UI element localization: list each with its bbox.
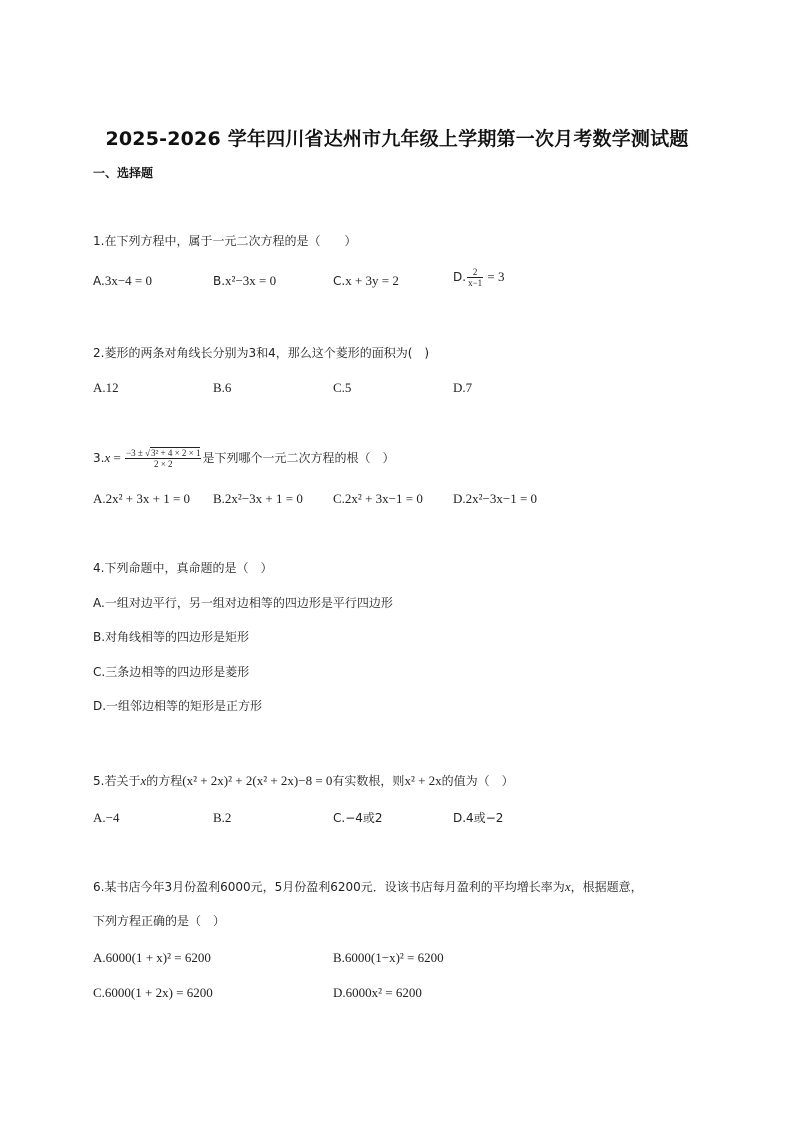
question-3-option-a: A.2x² + 3x + 1 = 0 — [93, 491, 191, 506]
question-3-stem — [93, 448, 395, 469]
question-1-option-b — [213, 273, 276, 289]
question-5-stem — [93, 773, 514, 789]
numerator-prefix: −3 ± — [126, 448, 146, 458]
question-4-option-b: B.对角线相等的四边形是矩形 — [93, 630, 250, 644]
option-expression: 3x−4 = 0 — [104, 273, 152, 288]
quadratic-formula-fraction — [125, 448, 201, 469]
question-4-option-a: A.一组对边平行，另一组对边相等的四边形是平行四边形 — [93, 596, 393, 610]
question-1-option-a — [93, 273, 152, 289]
expression: x² + 2x — [404, 773, 442, 788]
option-letter: C. — [333, 274, 346, 288]
variable: x — [140, 773, 147, 788]
question-6-stem-line-1 — [93, 879, 643, 895]
question-4-option-c: C.三条边相等的四边形是菱形 — [93, 665, 250, 679]
question-4-stem: 4.下列命题中，真命题的是（ ） — [93, 561, 273, 575]
question-6-stem-line-2: 下列方程正确的是（ ） — [93, 914, 226, 928]
fraction-denominator: x−1 — [468, 278, 483, 288]
fraction-numerator: 2 — [467, 267, 483, 278]
question-text: 有实数根，则 — [332, 774, 405, 788]
section-heading: 一、选择题 — [93, 166, 154, 180]
question-2-stem: 2.菱形的两条对角线长分别为3和4，那么这个菱形的面积为( ) — [93, 346, 430, 360]
question-5-option-d: D.4或−2 — [453, 811, 504, 825]
question-2-option-a: A.12 — [93, 380, 119, 395]
question-3-option-c: C.2x² + 3x−1 = 0 — [333, 491, 423, 506]
question-text: 的方程 — [146, 774, 183, 788]
question-3-option-d: D.2x²−3x−1 = 0 — [453, 491, 538, 506]
question-6-option-d: D.6000x² = 6200 — [333, 985, 422, 1000]
question-text: 是下列哪个一元二次方程的根（ ） — [202, 451, 395, 465]
option-letter: A. — [93, 274, 105, 288]
option-letter: B. — [213, 274, 226, 288]
question-2-option-c: C.5 — [333, 380, 352, 395]
variable: x — [564, 879, 571, 894]
question-text: 6.某书店今年3月份盈利6000元，5月份盈利6200元．设该书店每月盈利的平均增长率为 — [93, 880, 565, 894]
question-5-option-b: B.2 — [213, 810, 232, 825]
question-1-option-d — [453, 267, 504, 288]
question-number: 3. — [93, 451, 105, 465]
question-text: ，根据题意， — [570, 880, 643, 894]
equation: (x² + 2x)² + 2(x² + 2x)−8 = 0 — [182, 773, 333, 788]
fraction — [467, 267, 483, 288]
question-text: 的值为（ ） — [441, 774, 514, 788]
variable: x — [104, 450, 111, 465]
option-letter: D. — [453, 270, 467, 284]
page-title: 2025-2026 学年四川省达州市九年级上学期第一次月考数学测试题 — [105, 128, 689, 150]
question-2-option-d: D.7 — [453, 380, 473, 395]
radicand: 3² + 4 × 2 × 1 — [151, 448, 201, 458]
question-2-option-b: B.6 — [213, 380, 232, 395]
option-expression: x²−3x = 0 — [225, 273, 277, 288]
question-1-option-c — [333, 273, 399, 289]
question-6-option-a: A.6000(1 + x)² = 6200 — [93, 950, 211, 965]
question-6-option-b: B.6000(1−x)² = 6200 — [333, 950, 444, 965]
question-5-option-c: C.−4或2 — [333, 811, 383, 825]
equals-sign: = — [110, 450, 125, 465]
fraction-denominator: 2 × 2 — [153, 459, 173, 469]
question-4-option-d: D.一组邻边相等的矩形是正方形 — [93, 699, 263, 713]
question-3-option-b: B.2x²−3x + 1 = 0 — [213, 491, 303, 506]
option-expression: = 3 — [484, 269, 505, 284]
question-text: 5.若关于 — [93, 774, 141, 788]
question-6-option-c: C.6000(1 + 2x) = 6200 — [93, 985, 213, 1000]
question-1-stem: 1.在下列方程中，属于一元二次方程的是（ ） — [93, 234, 357, 248]
fraction-numerator: −3 ± √3² + 4 × 2 × 1 — [126, 448, 201, 458]
question-5-option-a: A.−4 — [93, 810, 120, 825]
option-expression: x + 3y = 2 — [345, 273, 399, 288]
